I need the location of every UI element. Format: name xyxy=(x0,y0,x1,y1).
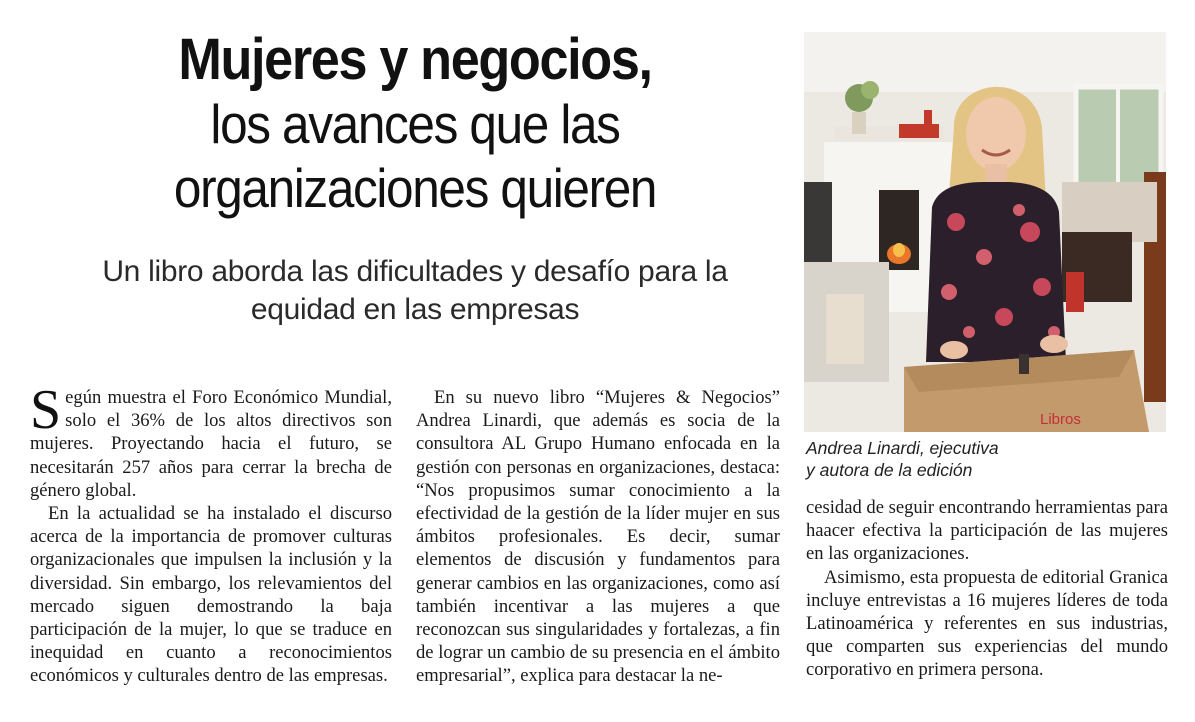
photo-caption-line-1: Andrea Linardi, ejecutiva xyxy=(806,438,999,458)
paragraph: En su nuevo libro “Mujeres & Negocios” Andrea Linardi, que además es socia de la consultora AL Grupo Humano enfocada en la gestión con personas en organizaciones, destaca: “Nos propusimos sumar conocimiento a la efectividad de la gestión de la líder mujer en sus ámbitos profesionales. Es decir, sumar elementos de discusión y fundamentos para generar cambios en las organizaciones, como así también incentivar a las mujeres a que reconozcan sus singularidades y fortalezas, a fin de lograr un cambio de su presencia en el ámbito empresarial”, explica para destacar la ne- xyxy=(416,387,780,687)
photo-caption xyxy=(806,437,1166,481)
author-photo-illustration xyxy=(804,32,1166,432)
subheadline xyxy=(40,253,790,329)
paragraph-text: egún muestra el Foro Económico Mundial, solo el 36% de los altos directivos son mujeres. Proyectando hacia el futuro, se necesitarán 257 años para cerrar la brecha de género global. xyxy=(30,387,392,501)
photo-caption-line-2: y autora de la edición xyxy=(806,460,973,480)
headline-line-3: organizaciones quieren xyxy=(173,157,657,219)
box-brand-text: Libros xyxy=(1040,411,1081,428)
author-photo xyxy=(804,32,1166,432)
body-column-1 xyxy=(30,379,392,688)
paragraph: Asimismo, esta propuesta de editorial Granica incluye entrevistas a 16 mujeres líderes de toda Latinoamérica y referentes en sus industrias, que comparten sus experiencias del mundo corporativo en primera persona. xyxy=(806,566,1168,681)
headline xyxy=(40,28,790,220)
headline-line-1: Mujeres y negocios, xyxy=(178,27,652,92)
headline-line-2: los avances que las xyxy=(210,93,620,155)
subheadline-line-1: Un libro aborda las dificultades y desafío para la xyxy=(102,255,728,288)
subheadline-line-2: equidad en las empresas xyxy=(250,293,580,326)
drop-cap: S xyxy=(30,379,62,441)
body-column-3 xyxy=(806,496,1168,682)
paragraph xyxy=(30,379,392,502)
paragraph: cesidad de seguir encontrando herramientas para haacer efectiva la participación de las mujeres en las organizaciones. xyxy=(806,497,1168,565)
paragraph: En la actualidad se ha instalado el discurso acerca de la importancia de promover culturas organizacionales que impulsen la inclusión y la diversidad. Sin embargo, los relevamientos del mercado siguen demostrando la baja participación de la mujer, lo que se traduce en inequidad en cuanto a reconocimientos económicos y culturales dentro de las empresas. xyxy=(30,503,392,687)
body-column-2 xyxy=(416,386,780,688)
